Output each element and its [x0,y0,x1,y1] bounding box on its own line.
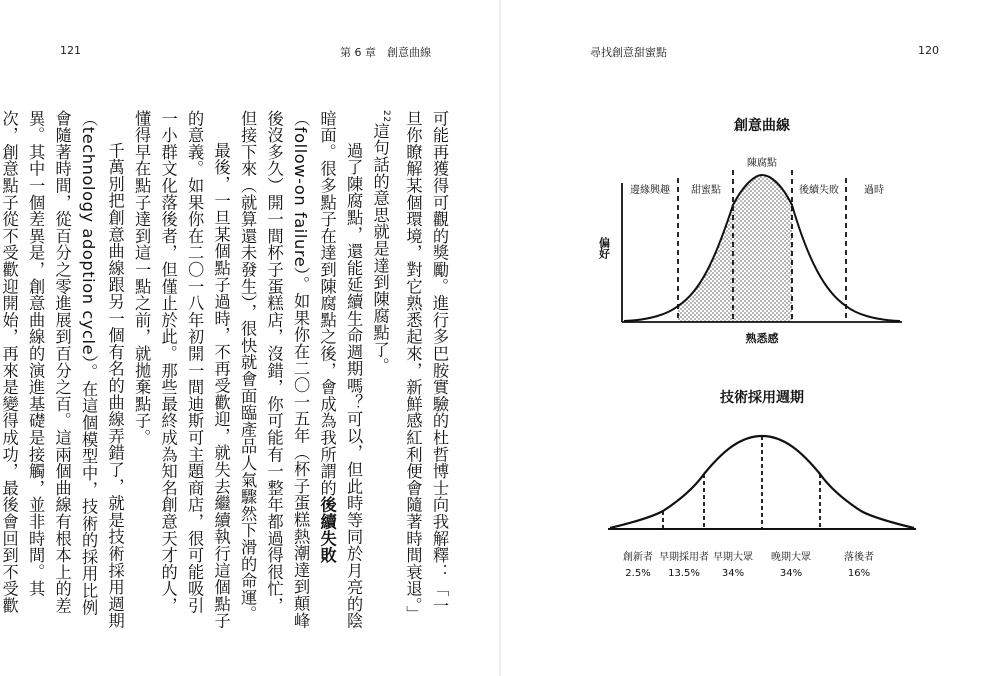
segment-share: 34% [721,568,745,579]
zone-label: 甜蜜點 [691,185,721,196]
segment-name: 晚期大眾 [771,552,811,563]
segment-share: 2.5% [625,568,651,579]
peak-label: 陳腐點 [747,158,777,169]
segment-share: 34% [779,568,803,579]
sweet-spot-shading [678,175,792,322]
creative-curve-title: 創意曲線 [734,118,790,134]
right-page-number: 120 [918,44,939,57]
zone-label: 過時 [864,185,884,196]
segment-name: 創新者 [623,552,653,563]
left-page-number: 121 [60,44,81,57]
adoption-cycle-title: 技術採用週期 [720,390,804,406]
segment-name: 落後者 [844,552,874,563]
bold-term: 後續失敗 [317,496,337,564]
x-axis-label: 熟悉感 [745,332,779,345]
paragraph-2: 過了陳腐點，還能延續生命週期嗎？可以，但此時等同於月亮的陰暗面。很多點子在達到陳腐點之後，會成為我所謂的後續失敗（follow-on failure）。如果你在二〇一五年（杯子蛋糕熱潮達到顛峰後沒多久）開一間杯子蛋糕店，沒錯，你可能有一整年都過得很忙，但接下來（就算還未發生），很快就會面臨產品人氣驟然下滑的命運。 [238,110,364,630]
adoption-cycle-diagram [608,389,916,579]
paragraph-1: 可能再獲得可觀的獎勵。進行多巴胺實驗的杜哲博士向我解釋：「一旦你瞭解某個環境，對它熟悉起來，新鮮感紅利便會隨著時間衰退。」$^{22}$這句話的意思就是達到陳腐點了。 [370,110,449,623]
creative-curve-diagram [598,117,903,345]
segment-name: 早期大眾 [713,552,753,563]
segment-share: 16% [847,568,871,579]
zone-label: 後續失敗 [799,185,839,196]
segment-name: 早期採用者 [659,552,709,563]
paragraph-3: 最後，一旦某個點子過時，不再受歡迎，就失去繼續執行這個點子的意義。如果你在二〇一八年初開一間迪斯可主題商店，很可能吸引一小群文化落後者，但僅止於此。那些最終成為知名創意天才的人，懂得早在點子達到這一點之前，就拋棄點子。 [132,110,231,630]
y-axis-label: 偏好 [597,237,611,259]
right-running-title: 尋找創意甜蜜點 [590,46,667,59]
paragraph-4: 千萬別把創意曲線跟另一個有名的曲線弄錯了，就是技術採用週期（technology adoption cycle）。在這個模型中，技術的採用比例會隨著時間，從百分之零進展到百分之百。這兩個曲線有根本上的差異。其中一個差異是，創意曲線的演進基礎是接觸，並非時間。其次，創意點子從不受歡迎開始，再來是變得成功，最後會回到不受歡 [0,110,125,630]
segment-share: 13.5% [668,568,700,579]
left-chapter-header: 第 6 章 創意曲線 [340,46,431,59]
zone-label: 邊緣興趣 [630,185,670,196]
footnote-marker: 22 [381,110,391,123]
